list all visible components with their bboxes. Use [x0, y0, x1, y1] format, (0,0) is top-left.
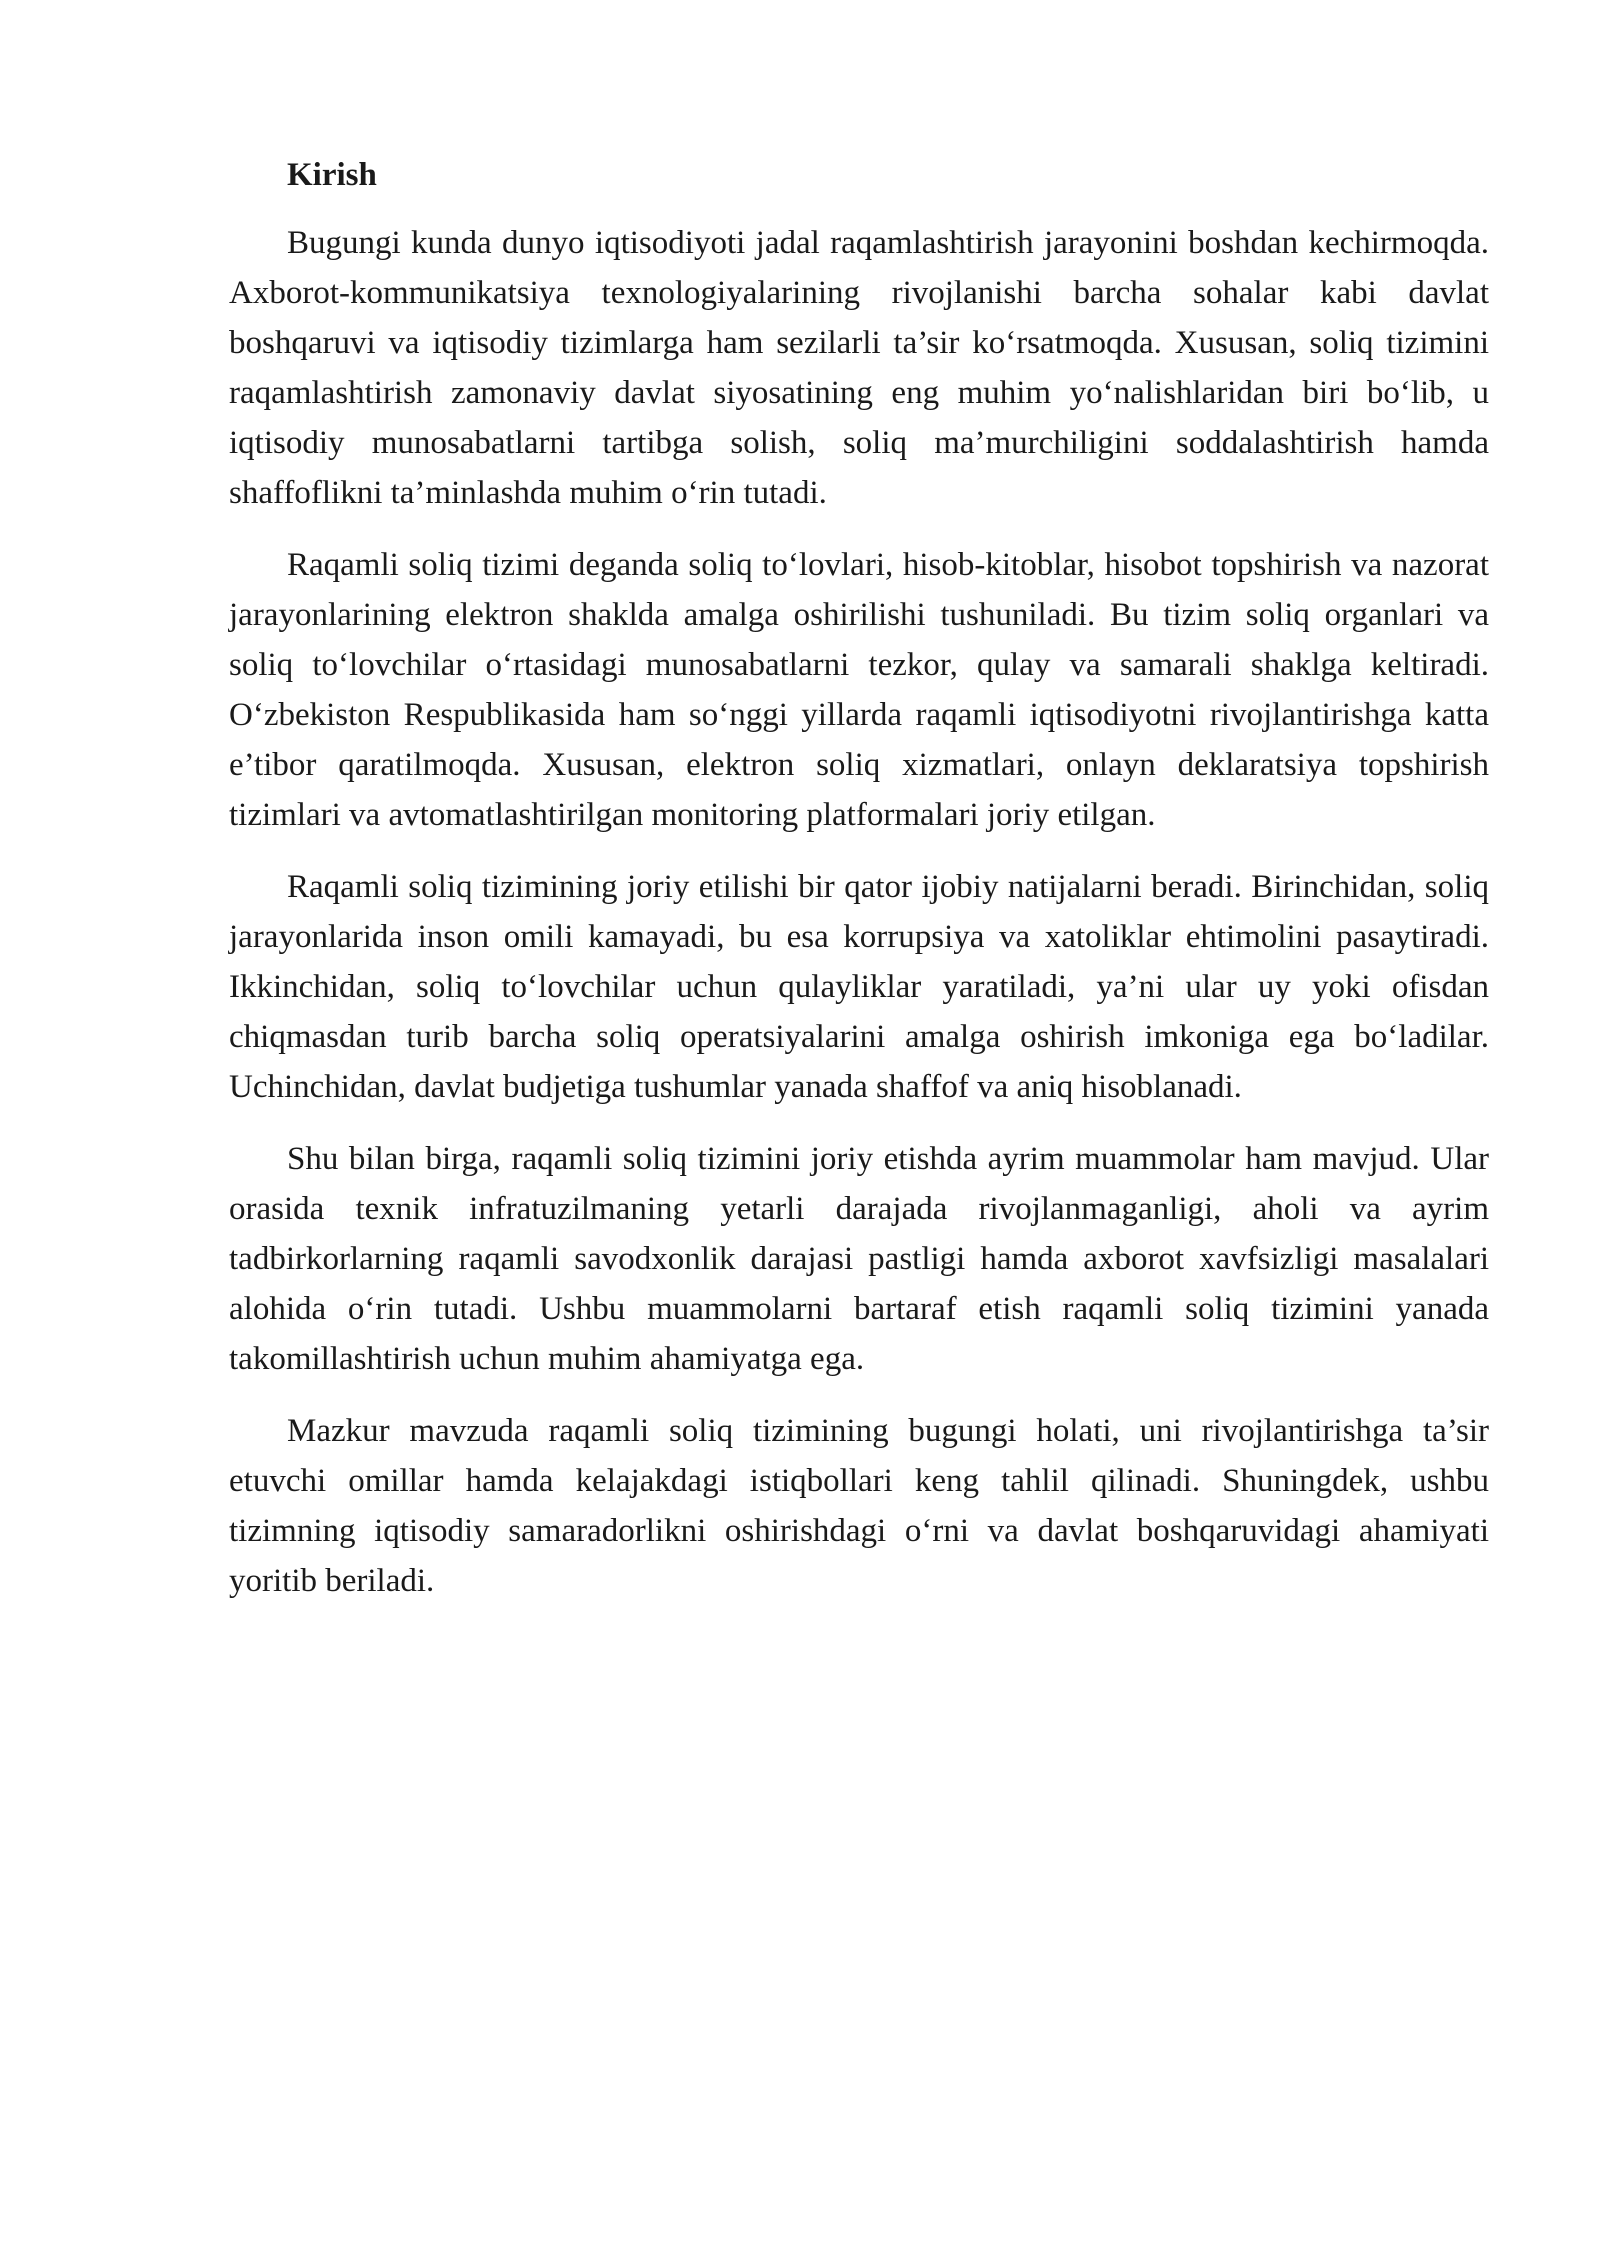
paragraph-4: Shu bilan birga, raqamli soliq tizimini joriy etishda ayrim muammolar ham mavjud. Ular orasida texnik infratuzilmaning yetarli darajada rivojlanmaganligi, aholi va ayrim tadbirkorlarning raqamli savodxonlik darajasi pastligi hamda axborot xavfsizligi masalalari alohida o‘rin tutadi. Ushbu muammolarni bartaraf etish raqamli soliq tizimini yanada takomillashtirish uchun muhim ahamiyatga ega.	[229, 1141, 1489, 1377]
document-page	[229, 150, 1489, 1628]
paragraph-3: Raqamli soliq tizimining joriy etilishi bir qator ijobiy natijalarni beradi. Birinchidan, soliq jarayonlarida inson omili kamayadi, bu esa korrupsiya va xatoliklar ehtimolini pasaytiradi. Ikkinchidan, soliq to‘lovchilar uchun qulayliklar yaratiladi, ya’ni ular uy yoki ofisdan chiqmasdan turib barcha soliq operatsiyalarini amalga oshirish imkoniga ega bo‘ladilar. Uchinchidan, davlat budjetiga tushumlar yanada shaffof va aniq hisoblanadi.	[229, 869, 1489, 1105]
paragraph-5: Mazkur mavzuda raqamli soliq tizimining bugungi holati, uni rivojlantirishga ta’sir etuvchi omillar hamda kelajakdagi istiqbollari keng tahlil qilinadi. Shuningdek, ushbu tizimning iqtisodiy samaradorlikni oshirishdagi o‘rni va davlat boshqaruvidagi ahamiyati yoritib beriladi.	[229, 1413, 1489, 1599]
paragraph-2: Raqamli soliq tizimi deganda soliq to‘lovlari, hisob-kitoblar, hisobot topshirish va nazorat jarayonlarining elektron shaklda amalga oshirilishi tushuniladi. Bu tizim soliq organlari va soliq to‘lovchilar o‘rtasidagi munosabatlarni tezkor, qulay va samarali shaklga keltiradi. O‘zbekiston Respublikasida ham so‘nggi yillarda raqamli iqtisodiyotni rivojlantirishga katta e’tibor qaratilmoqda. Xususan, elektron soliq xizmatlari, onlayn deklaratsiya topshirish tizimlari va avtomatlashtirilgan monitoring platformalari joriy etilgan.	[229, 547, 1489, 833]
section-heading: Kirish	[287, 157, 377, 193]
paragraph-1: Bugungi kunda dunyo iqtisodiyoti jadal raqamlashtirish jarayonini boshdan kechirmoqda. Axborot-kommunikatsiya texnologiyalarining rivojlanishi barcha sohalar kabi davlat boshqaruvi va iqtisodiy tizimlarga ham sezilarli ta’sir ko‘rsatmoqda. Xususan, soliq tizimini raqamlashtirish zamonaviy davlat siyosatining eng muhim yo‘nalishlaridan biri bo‘lib, u iqtisodiy munosabatlarni tartibga solish, soliq ma’murchiligini soddalashtirish hamda shaffoflikni ta’minlashda muhim o‘rin tutadi.	[229, 225, 1489, 511]
